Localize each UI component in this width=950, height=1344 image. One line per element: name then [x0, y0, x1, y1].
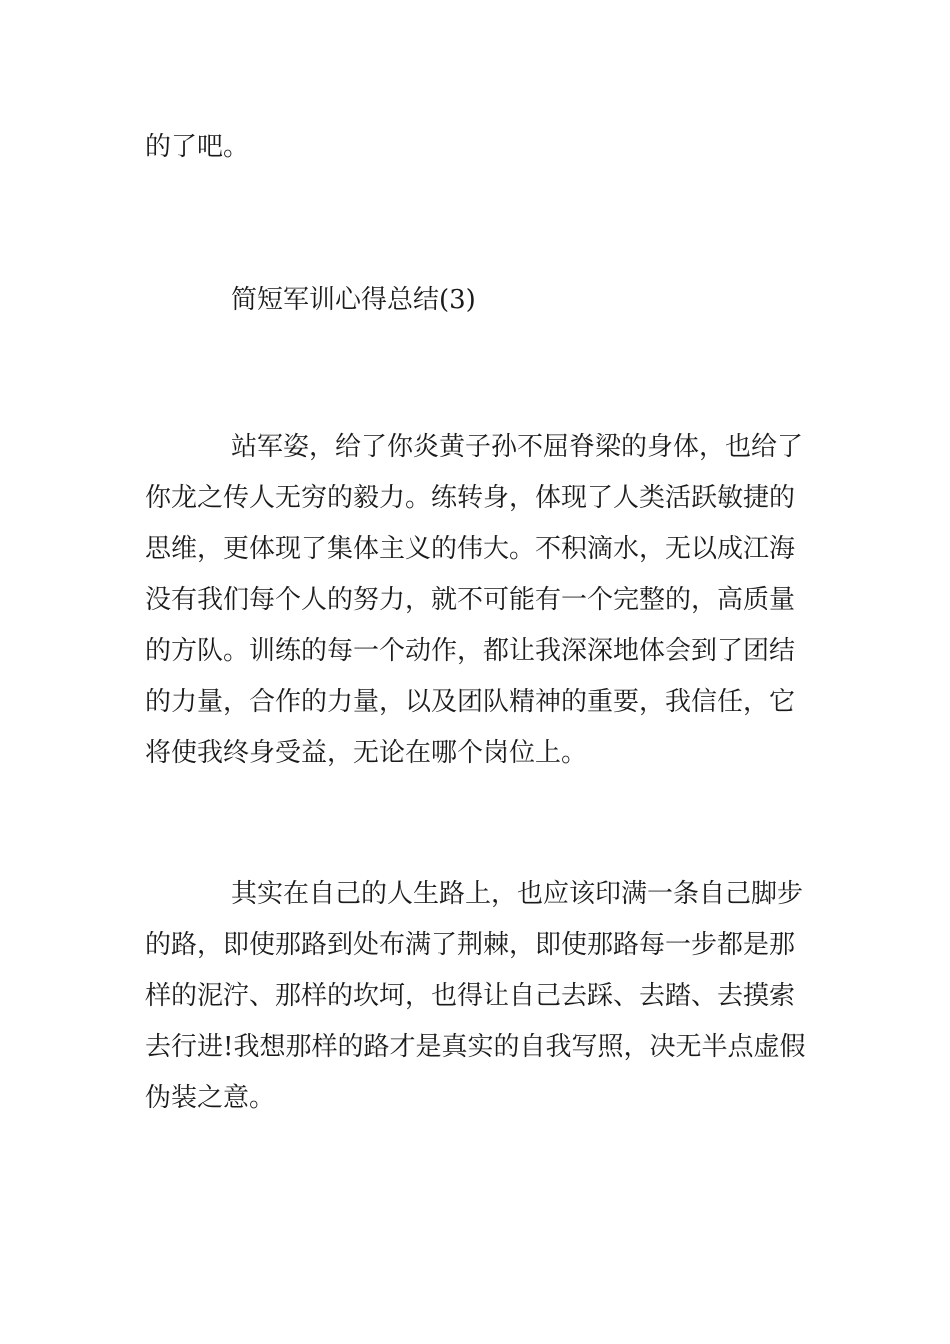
text-line: 其实在自己的人生路上，也应该印满一条自己脚步: [231, 879, 804, 909]
continued-text-fragment: [145, 122, 810, 173]
text-line: 的力量，合作的力量，以及团队精神的重要，我信任，它: [145, 687, 796, 717]
text-line: 思维，更体现了集体主义的伟大。不积滴水，无以成江海: [145, 534, 796, 564]
text-line: 站军姿，给了你炎黄子孙不屈脊梁的身体，也给了: [231, 432, 804, 462]
text-line: 你龙之传人无穷的毅力。练转身，体现了人类活跃敏捷的: [145, 483, 796, 513]
text-line: 伪装之意。: [145, 1083, 276, 1113]
heading-text: 简短军训心得总结(3): [231, 285, 476, 315]
text-line: 没有我们每个人的努力，就不可能有一个完整的，高质量: [145, 585, 796, 615]
text-line: 的路，即使那路到处布满了荆棘，即使那路每一步都是那: [145, 930, 796, 960]
text-line: 去行进!我想那样的路才是真实的自我写照，决无半点虚假: [145, 1032, 806, 1062]
text-line: 样的泥泞、那样的坎坷，也得让自己去踩、去踏、去摸索: [145, 981, 796, 1011]
section-heading: [145, 275, 810, 326]
text-line: 将使我终身受益，无论在哪个岗位上。: [145, 738, 588, 768]
text-line: 的方队。训练的每一个动作，都让我深深地体会到了团结: [145, 636, 796, 666]
paragraph-2: [145, 869, 810, 1124]
paragraph-1: [145, 422, 810, 779]
text-line: 的了吧。: [145, 132, 250, 162]
